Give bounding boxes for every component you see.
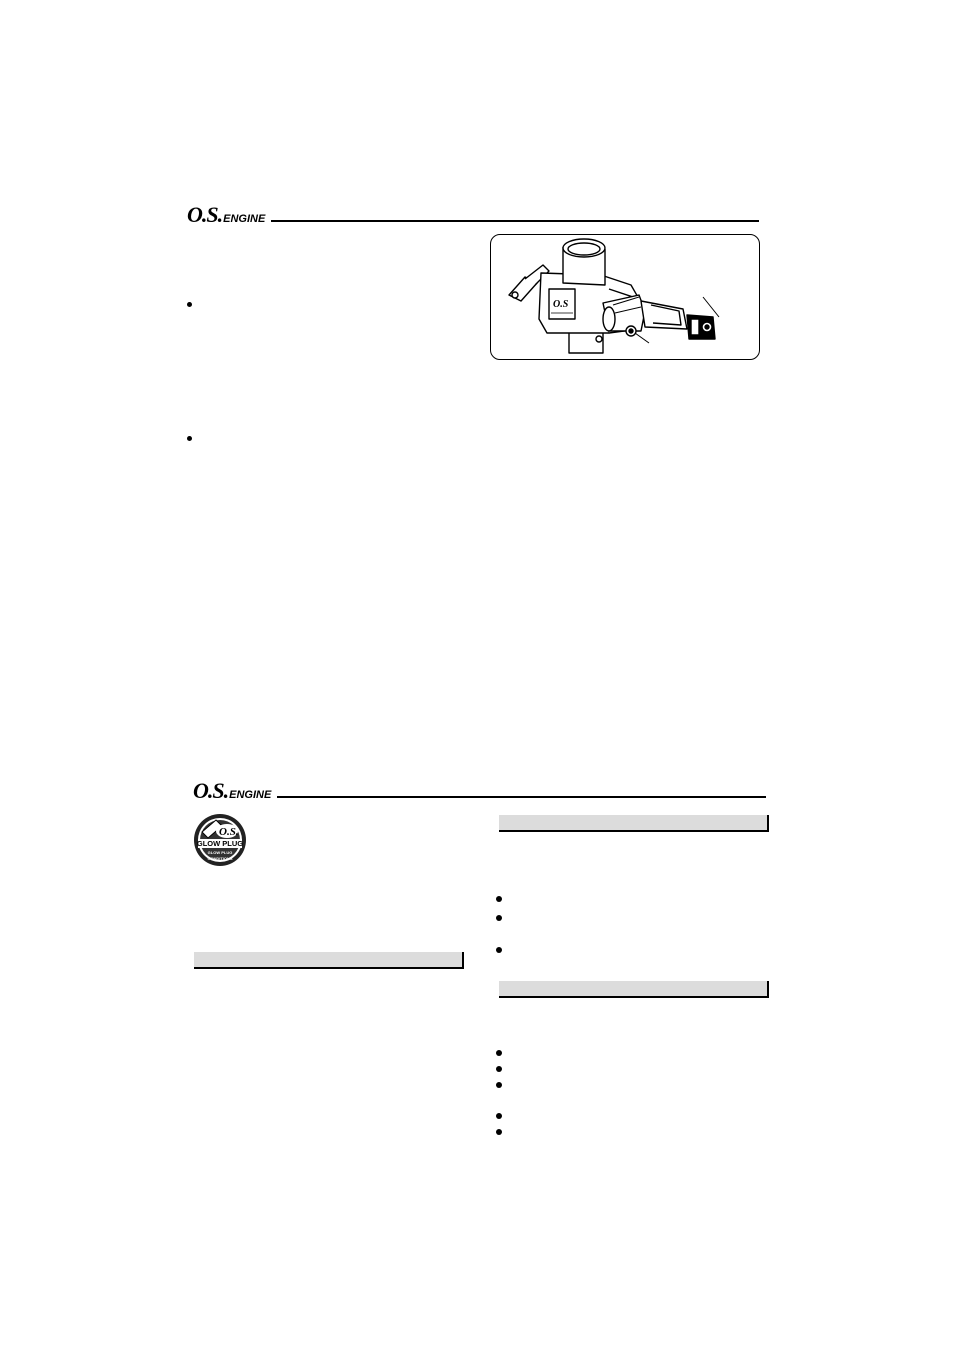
section-header-bar-left bbox=[194, 952, 464, 969]
svg-text:O.S: O.S bbox=[553, 299, 569, 310]
badge-line1: GLOW PLUG bbox=[207, 850, 233, 855]
logo-brand: O.S. bbox=[187, 202, 223, 227]
badge-line2: CONDITIONS bbox=[207, 856, 233, 861]
carburetor-drawing bbox=[491, 235, 760, 360]
header-rule-top bbox=[271, 220, 759, 222]
logo-word: ENGINE bbox=[229, 789, 272, 801]
bullet-right-7 bbox=[496, 1113, 502, 1119]
bullet-right-1 bbox=[496, 896, 502, 902]
os-engine-logo-bottom bbox=[193, 780, 271, 802]
os-engine-logo-top bbox=[187, 204, 265, 226]
badge-brand: O.S. bbox=[219, 826, 239, 838]
bullet-right-6 bbox=[496, 1082, 502, 1088]
bullet-right-8 bbox=[496, 1129, 502, 1135]
bullet-top-2 bbox=[187, 436, 192, 441]
logo-word: ENGINE bbox=[223, 213, 266, 225]
bullet-top-1 bbox=[187, 302, 192, 307]
header-rule-bottom bbox=[277, 796, 766, 798]
section-header-bar-right-2 bbox=[499, 981, 769, 998]
bullet-right-3 bbox=[496, 947, 502, 953]
section-header-bar-right-1 bbox=[499, 815, 769, 832]
logo-brand: O.S. bbox=[193, 778, 229, 803]
bullet-right-4 bbox=[496, 1050, 502, 1056]
badge-title: GLOW PLUG bbox=[196, 839, 244, 848]
bullet-right-2 bbox=[496, 915, 502, 921]
carburetor-figure bbox=[490, 234, 760, 360]
glow-plug-badge-icon bbox=[192, 812, 248, 868]
glow-plug-badge bbox=[192, 812, 248, 868]
bullet-right-5 bbox=[496, 1066, 502, 1072]
